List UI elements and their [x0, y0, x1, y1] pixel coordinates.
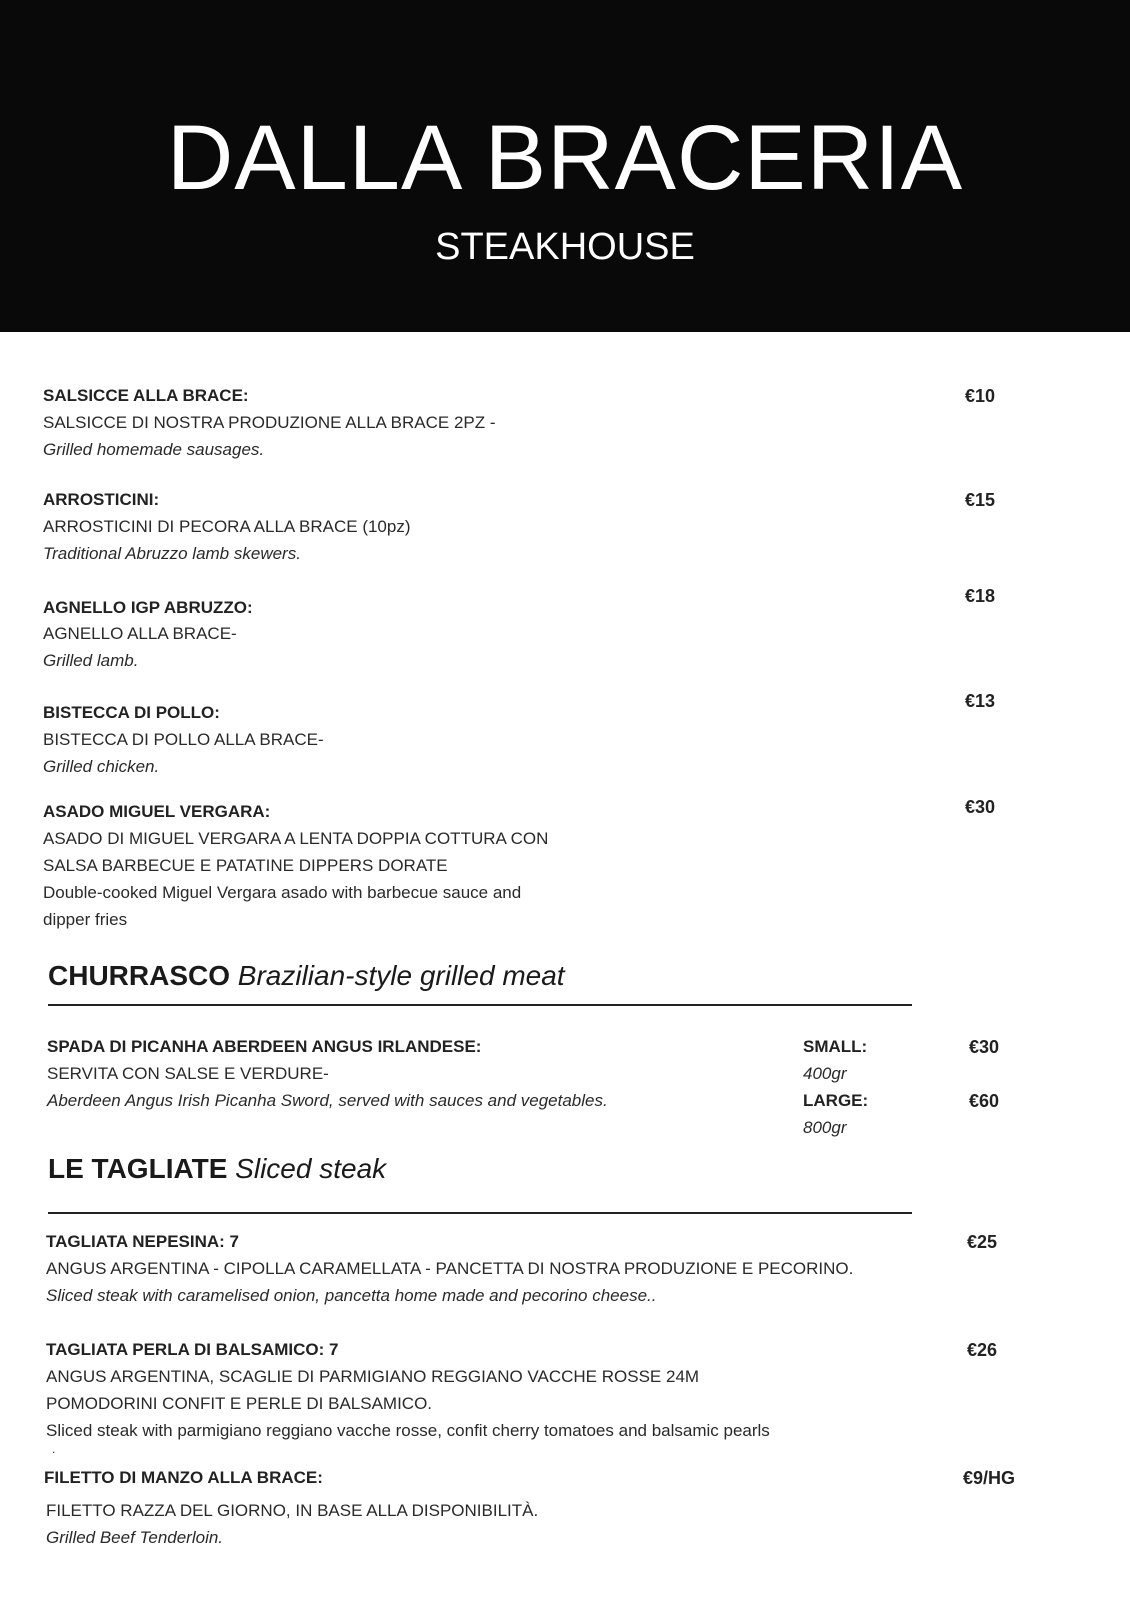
- menu-header: [0, 0, 1130, 332]
- item-english: Double-cooked Miguel Vergara asado with barbecue sauce and: [43, 883, 522, 902]
- item-name: SPADA DI PICANHA ABERDEEN ANGUS IRLANDESE:: [47, 1037, 482, 1056]
- item-description: FILETTO RAZZA DEL GIORNO, IN BASE ALLA DISPONIBILITÀ.: [46, 1501, 539, 1520]
- item-price: €13: [965, 691, 996, 711]
- item-description: SERVITA CON SALSE E VERDURE-: [47, 1064, 329, 1083]
- section-divider: [48, 1004, 912, 1006]
- item-price: €25: [967, 1232, 998, 1252]
- item-description: SALSICCE DI NOSTRA PRODUZIONE ALLA BRACE 2PZ -: [43, 413, 496, 432]
- stray-dot: .: [52, 1442, 56, 1456]
- item-english: Grilled Beef Tenderloin.: [46, 1528, 224, 1547]
- item-english: Grilled lamb.: [43, 651, 139, 670]
- item-name: TAGLIATA PERLA DI BALSAMICO: 7: [46, 1340, 339, 1359]
- item-english: dipper fries: [43, 910, 128, 929]
- item-description: ASADO DI MIGUEL VERGARA A LENTA DOPPIA COTTURA CON: [43, 829, 549, 848]
- menu-subtitle: STEAKHOUSE: [435, 226, 695, 268]
- item-description: POMODORINI CONFIT E PERLE DI BALSAMICO.: [46, 1394, 433, 1413]
- item-price-small: €30: [969, 1037, 1000, 1057]
- section-subtitle: Sliced steak: [235, 1153, 387, 1184]
- item-name: BISTECCA DI POLLO:: [43, 703, 220, 722]
- item-price: €10: [965, 386, 996, 406]
- item-english: Aberdeen Angus Irish Picanha Sword, served with sauces and vegetables.: [47, 1091, 608, 1110]
- item-name: AGNELLO IGP ABRUZZO:: [43, 598, 253, 617]
- item-description: SALSA BARBECUE E PATATINE DIPPERS DORATE: [43, 856, 448, 875]
- item-english: Grilled chicken.: [43, 757, 160, 776]
- section-subtitle: Brazilian-style grilled meat: [237, 960, 565, 991]
- item-price: €15: [965, 490, 996, 510]
- item-price: €9/HG: [963, 1468, 1016, 1488]
- size-small-label: SMALL:: [803, 1037, 868, 1056]
- item-name: ARROSTICINI:: [43, 490, 160, 509]
- item-description: ANGUS ARGENTINA, SCAGLIE DI PARMIGIANO REGGIANO VACCHE ROSSE 24M: [46, 1367, 700, 1386]
- item-description: BISTECCA DI POLLO ALLA BRACE-: [43, 730, 324, 749]
- item-description: AGNELLO ALLA BRACE-: [43, 624, 237, 643]
- item-name: FILETTO DI MANZO ALLA BRACE:: [44, 1468, 323, 1487]
- size-large-label: LARGE:: [803, 1091, 869, 1110]
- section-title-tagliate: [48, 1153, 386, 1185]
- item-name: ASADO MIGUEL VERGARA:: [43, 802, 271, 821]
- section-title-churrasco: [48, 960, 565, 992]
- item-price: €18: [965, 586, 996, 606]
- size-small-weight: 400gr: [803, 1064, 847, 1083]
- section-name: LE TAGLIATE: [48, 1153, 228, 1184]
- section-divider: [48, 1212, 912, 1214]
- menu-title: DALLA BRACERIA: [166, 107, 964, 209]
- item-price-large: €60: [969, 1091, 1000, 1111]
- item-price: €26: [967, 1340, 998, 1360]
- section-name: CHURRASCO: [48, 960, 230, 991]
- item-english: Sliced steak with caramelised onion, pancetta home made and pecorino cheese..: [46, 1286, 657, 1305]
- item-description: ANGUS ARGENTINA - CIPOLLA CARAMELLATA - PANCETTA DI NOSTRA PRODUZIONE E PECORINO.: [46, 1259, 854, 1278]
- item-name: TAGLIATA NEPESINA: 7: [46, 1232, 239, 1251]
- item-name: SALSICCE ALLA BRACE:: [43, 386, 249, 405]
- item-english: Traditional Abruzzo lamb skewers.: [43, 544, 301, 563]
- item-english: Sliced steak with parmigiano reggiano vacche rosse, confit cherry tomatoes and balsamic pearls: [46, 1421, 770, 1440]
- item-price: €30: [965, 797, 996, 817]
- item-english: Grilled homemade sausages.: [43, 440, 265, 459]
- size-large-weight: 800gr: [803, 1118, 847, 1137]
- item-description: ARROSTICINI DI PECORA ALLA BRACE (10pz): [43, 517, 411, 536]
